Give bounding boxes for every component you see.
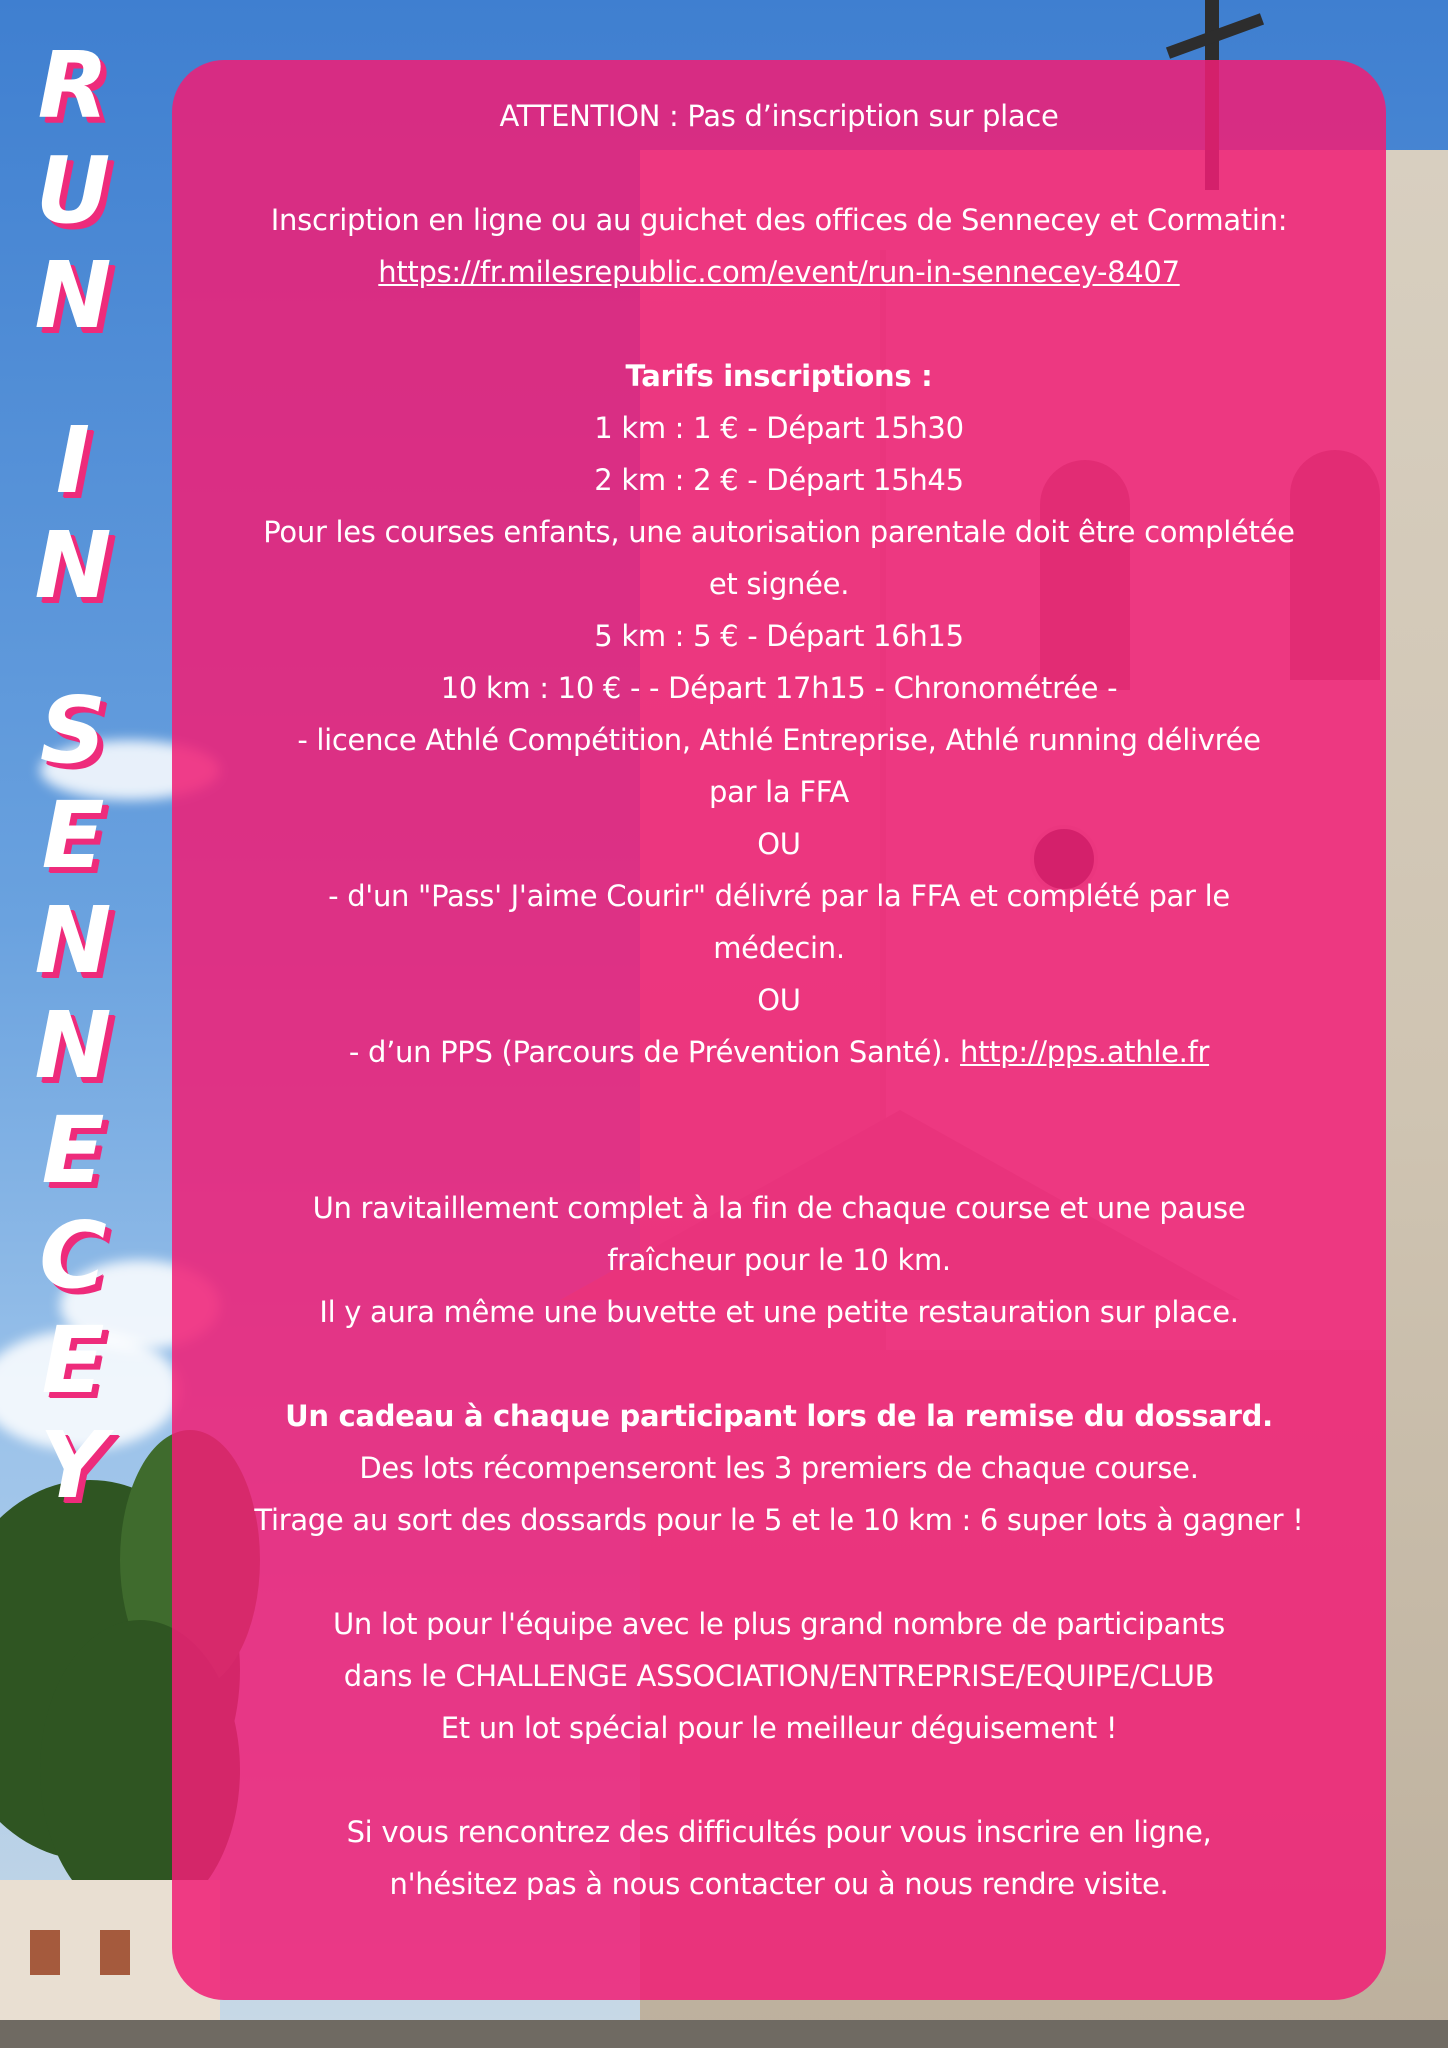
- title-letter: N: [34, 887, 112, 994]
- pass-line: - d'un "Pass' J'aime Courir" délivré par la FFA et complété par le: [328, 879, 1230, 913]
- title-letter: R: [37, 32, 109, 139]
- title-letter: N: [34, 992, 112, 1099]
- tarif-2km: 2 km : 2 € - Départ 15h45: [594, 463, 964, 497]
- enfants-note-cont: et signée.: [708, 567, 850, 601]
- title-letter: I: [55, 407, 91, 514]
- equipe-line-cont: dans le CHALLENGE ASSOCIATION/ENTREPRISE/EQUIPE/CLUB: [343, 1659, 1215, 1693]
- pps-line: [196, 1026, 1362, 1078]
- tarif-10km: 10 km : 10 € - - Départ 17h15 - Chronométrée -: [440, 671, 1118, 705]
- tarif-1km: 1 km : 1 € - Départ 15h30: [594, 411, 964, 445]
- equipe-line: Un lot pour l'équipe avec le plus grand nombre de participants: [333, 1607, 1225, 1641]
- title-letter: E: [41, 1307, 105, 1414]
- title-letter: E: [41, 1097, 105, 1204]
- deguisement-line: Et un lot spécial pour le meilleur déguisement !: [440, 1711, 1118, 1745]
- title-letter: E: [41, 782, 105, 889]
- ravito-line-cont: fraîcheur pour le 10 km.: [607, 1243, 951, 1277]
- pps-text: - d’un PPS (Parcours de Prévention Santé).: [348, 1035, 952, 1069]
- title-letter: N: [34, 512, 112, 619]
- or-separator: OU: [757, 983, 801, 1017]
- title-letter: U: [35, 137, 111, 244]
- buvette-line: Il y aura même une buvette et une petite restauration sur place.: [319, 1295, 1239, 1329]
- ravito-line: Un ravitaillement complet à la fin de chaque course et une pause: [312, 1191, 1246, 1225]
- title-letter: S: [39, 677, 107, 784]
- licence-line: - licence Athlé Compétition, Athlé Entreprise, Athlé running délivrée: [297, 723, 1261, 757]
- pass-line-cont: médecin.: [713, 931, 845, 965]
- info-panel: [172, 60, 1386, 2000]
- tarif-5km: 5 km : 5 € - Départ 16h15: [594, 619, 964, 653]
- inscription-text: Inscription en ligne ou au guichet des offices de Sennecey et Cormatin:: [270, 203, 1288, 237]
- vertical-title: [18, 32, 128, 2030]
- cadeau-line: Un cadeau à chaque participant lors de la remise du dossard.: [285, 1399, 1273, 1433]
- tarifs-heading: Tarifs inscriptions :: [625, 359, 933, 393]
- lots-line: Des lots récompenseront les 3 premiers de chaque course.: [359, 1451, 1199, 1485]
- licence-line-cont: par la FFA: [709, 775, 849, 809]
- tirage-line: Tirage au sort des dossards pour le 5 et le 10 km : 6 super lots à gagner !: [254, 1503, 1304, 1537]
- title-letter: N: [34, 242, 112, 349]
- panel-content: [172, 90, 1386, 1910]
- attention-notice: ATTENTION : Pas d’inscription sur place: [499, 99, 1059, 133]
- inscription-link[interactable]: https://fr.milesrepublic.com/event/run-in-sennecey-8407: [378, 255, 1180, 289]
- contact-line: Si vous rencontrez des difficultés pour vous inscrire en ligne,: [346, 1815, 1212, 1849]
- contact-line-cont: n'hésitez pas à nous contacter ou à nous rendre visite.: [389, 1867, 1169, 1901]
- title-letter: Y: [39, 1412, 107, 1519]
- title-letter: C: [39, 1202, 107, 1309]
- pps-link[interactable]: http://pps.athle.fr: [960, 1035, 1210, 1069]
- or-separator: OU: [757, 827, 801, 861]
- enfants-note: Pour les courses enfants, une autorisation parentale doit être complétée: [263, 515, 1295, 549]
